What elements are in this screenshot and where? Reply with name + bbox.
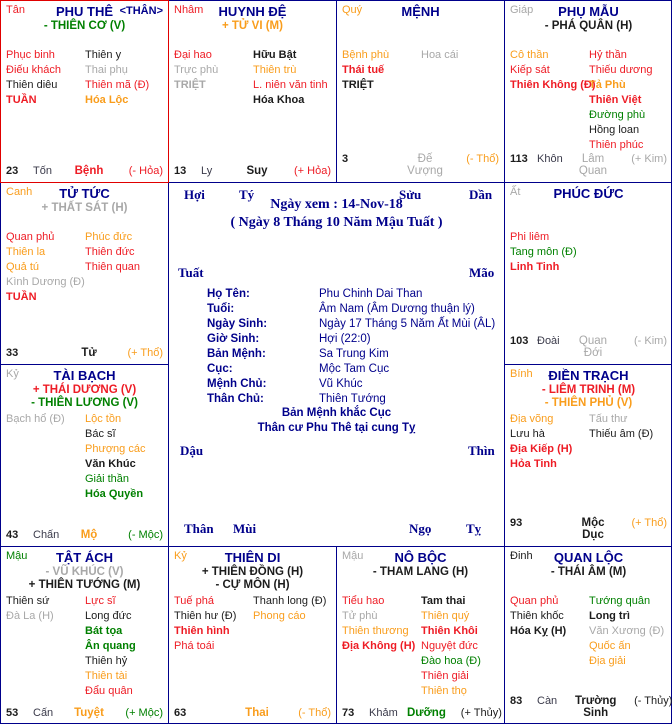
life-stage: Đế Vượng (407, 153, 443, 177)
life-stage: Suy (246, 165, 268, 177)
trigram-label: Càn (537, 695, 558, 707)
star: Phúc đức (85, 231, 133, 243)
star: Tam thai (421, 595, 466, 607)
info-value: Âm Nam (Âm Dương thuận lý) (319, 303, 475, 315)
star: Hồng loan (589, 124, 640, 136)
major-star: + THIÊN TƯỚNG (M) (28, 579, 141, 591)
star: Bác sĩ (85, 428, 116, 440)
palace-title: QUAN LỘC (553, 550, 624, 565)
star: Địa giải (589, 655, 626, 667)
life-stage: Quan Đới (578, 335, 608, 359)
star: Phi liêm (510, 231, 550, 243)
palace-quan-loc (504, 546, 672, 724)
star: Thiên Không (Đ) (510, 79, 596, 91)
info-label: Giờ Sinh: (207, 333, 260, 345)
info-label: Mệnh Chủ: (207, 378, 267, 390)
right-stars (85, 48, 164, 108)
major-star: + THẤT SÁT (H) (41, 202, 128, 214)
major-star: - THIÊN CƠ (V) (43, 20, 126, 32)
palace-tat-ach (0, 546, 168, 724)
right-stars (589, 230, 668, 275)
view-date: Ngày xem : 14-Nov-18 (270, 197, 403, 212)
major-star: - PHÁ QUÂN (H) (544, 20, 633, 32)
life-stage: Mộc Dục (581, 517, 605, 541)
element-label: (- Thổ) (298, 707, 331, 719)
life-stage: Thai (245, 707, 269, 719)
right-stars (589, 412, 668, 472)
palace-phuc-duc (504, 182, 672, 364)
star: Lộc tồn (85, 413, 122, 425)
star-columns (505, 228, 672, 275)
star: Thiên trù (253, 64, 297, 76)
branch-ti: Tỵ (466, 521, 482, 536)
palace-footer (510, 153, 667, 177)
age-number: 73 (342, 707, 355, 719)
major-star: + THÁI DƯƠNG (V) (32, 384, 137, 396)
star: Trực phù (174, 64, 219, 76)
palace-title: PHU THÊ (55, 4, 114, 19)
right-stars (85, 230, 164, 305)
palace-header (1, 365, 168, 410)
age-number: 103 (510, 335, 529, 347)
stem-label: Đinh (510, 550, 533, 562)
info-value: Thiên Tướng (319, 393, 386, 405)
star: Tiểu hao (342, 595, 385, 607)
note-line: Bản Mệnh khắc Cục (281, 407, 392, 419)
left-stars (6, 230, 85, 305)
star-columns (505, 592, 672, 669)
star: TUẦN (6, 94, 37, 106)
stem-label: Kỷ (6, 368, 19, 380)
star: Thiên quan (85, 261, 141, 273)
palace-footer (342, 707, 502, 719)
star: Thiên diêu (6, 79, 58, 91)
star: Thiếu âm (Đ) (589, 428, 654, 440)
info-label: Ngày Sinh: (207, 318, 268, 330)
star: Hỷ thần (589, 49, 627, 61)
age-number: 3 (342, 153, 349, 165)
left-stars (510, 230, 589, 275)
star: Giải thần (85, 473, 130, 485)
center-panel (168, 182, 504, 546)
age-number: 13 (174, 165, 187, 177)
star: Bệnh phù (342, 49, 390, 61)
star: Thanh long (Đ) (253, 595, 327, 607)
palace-title: THIÊN DI (224, 550, 281, 565)
star: TRIỆT (174, 79, 206, 91)
right-stars (589, 48, 668, 153)
info-row (207, 347, 495, 362)
info-row (207, 377, 495, 392)
palace-title: TẬT ÁCH (55, 550, 114, 565)
info-row (207, 332, 495, 347)
star: Hóa Lộc (85, 94, 129, 106)
palace-footer (6, 707, 163, 719)
major-star: + TỬ VI (M) (222, 20, 283, 32)
info-row (207, 317, 495, 332)
star: Đường phù (589, 109, 646, 121)
star: Quả tú (6, 261, 40, 273)
star: Long đức (85, 610, 132, 622)
star: Đào hoa (Đ) (421, 655, 481, 667)
age-number: 33 (6, 347, 19, 359)
star-columns (337, 46, 504, 93)
major-star: - THIÊN PHỦ (V) (544, 397, 633, 409)
star: Tuế phá (174, 595, 214, 607)
age-number: 63 (174, 707, 187, 719)
left-stars (174, 48, 253, 108)
palace-footer (510, 335, 667, 359)
star: Phục binh (6, 49, 55, 61)
palace-title: NÔ BỘC (394, 550, 447, 565)
star: Thiếu dương (589, 64, 653, 76)
stem-label: Ất (510, 186, 521, 198)
star: Hóa Quyền (85, 488, 144, 500)
palace-thien-di (168, 546, 336, 724)
star: Tang môn (Đ) (510, 246, 577, 258)
major-star: - THAM LANG (H) (372, 566, 469, 578)
stem-label: Nhâm (174, 4, 204, 16)
trigram-label: Chấn (33, 529, 60, 541)
star: Hóa Kỵ (H) (510, 625, 567, 637)
info-row (207, 287, 495, 302)
star: Thiên Việt (589, 94, 642, 106)
info-label: Cục: (207, 363, 233, 375)
palace-title: TỬ TỨC (59, 186, 110, 201)
major-star: - THIÊN LƯƠNG (V) (31, 397, 138, 409)
star: Cô thần (510, 49, 549, 61)
life-stage: Tử (81, 347, 97, 359)
palace-phu-the (0, 0, 168, 182)
star: Bạch hổ (Đ) (6, 413, 65, 425)
star: Tả Phù (589, 79, 626, 91)
palace-title: HUYNH ĐỆ (218, 4, 287, 19)
star-columns (1, 46, 168, 108)
right-stars (589, 594, 668, 669)
branch-mui: Mùi (233, 521, 257, 536)
stem-label: Bính (510, 368, 533, 380)
star: Phong cáo (253, 610, 306, 622)
stem-label: Kỷ (174, 550, 187, 562)
star: Thiên hỷ (85, 655, 128, 667)
star: Thiên tài (85, 670, 128, 682)
life-stage: Bệnh (74, 165, 104, 177)
star-columns (169, 46, 336, 108)
star-columns (1, 410, 168, 502)
right-stars (253, 48, 332, 108)
star: Linh Tinh (510, 261, 560, 273)
element-label: (+ Thủy) (460, 707, 502, 719)
age-number: 83 (510, 695, 523, 707)
star: Tướng quân (589, 595, 651, 607)
palace-title: MỆNH (401, 4, 440, 19)
star: Thiên hình (174, 625, 230, 637)
trigram-label: Cấn (33, 707, 54, 719)
star: Kình Dương (Đ) (6, 276, 85, 288)
branch-mao: Mão (469, 265, 495, 280)
palace-title: PHỤ MẪU (558, 4, 619, 19)
stem-label: Tân (6, 4, 25, 16)
branch-suu: Sửu (399, 187, 422, 202)
palace-footer (510, 695, 672, 719)
palace-dien-trach (504, 364, 672, 546)
left-stars (6, 412, 85, 502)
palace-tai-bach (0, 364, 168, 546)
palace-footer (6, 529, 163, 541)
major-star: + THIÊN ĐỒNG (H) (201, 566, 304, 578)
star: Địa Kiếp (H) (510, 443, 573, 455)
age-number: 113 (510, 153, 528, 165)
star: Hữu Bật (253, 49, 297, 61)
palace-header (505, 183, 672, 228)
star-columns (1, 592, 168, 699)
branch-tuat: Tuất (178, 265, 204, 280)
stem-label: Mậu (6, 550, 28, 562)
left-stars (510, 412, 589, 472)
age-number: 53 (6, 707, 19, 719)
life-stage: Mộ (80, 529, 98, 541)
star: Kiếp sát (510, 64, 550, 76)
view-date-lunar: ( Ngày 8 Tháng 10 Năm Mậu Tuất ) (230, 215, 443, 230)
star: Long trì (589, 610, 630, 622)
star: Thiên thương (342, 625, 409, 637)
star: Lưu hà (510, 428, 545, 440)
age-number: 93 (510, 517, 523, 529)
star: Thiên đức (85, 246, 135, 258)
right-stars (421, 48, 500, 93)
star: Thai phụ (85, 64, 128, 76)
star: Đại hao (174, 49, 212, 61)
star: Thiên sứ (6, 595, 50, 607)
center-notes (169, 406, 504, 436)
star: Phá toái (174, 640, 215, 652)
left-stars (342, 48, 421, 93)
info-row (207, 392, 495, 407)
star: Nguyệt đức (421, 640, 478, 652)
age-number: 43 (6, 529, 19, 541)
element-label: (+ Thổ) (127, 347, 163, 359)
star-columns (337, 592, 504, 699)
star: Đẩu quân (85, 685, 133, 697)
star: Hóa Khoa (253, 94, 305, 106)
star: Bát tọa (85, 625, 123, 637)
branch-ngo: Ngọ (409, 521, 432, 536)
star: Tấu thư (589, 413, 628, 425)
info-value: Sa Trung Kim (319, 348, 389, 360)
star-columns (505, 410, 672, 472)
palace-tu-tuc (0, 182, 168, 364)
star: Thiên la (6, 246, 46, 258)
info-value: Vũ Khúc (319, 378, 363, 390)
star: Thiên thọ (421, 685, 467, 697)
info-label: Bản Mệnh: (207, 348, 266, 360)
palace-huynh-de (168, 0, 336, 182)
palace-title: TÀI BẠCH (53, 368, 116, 383)
branch-dan: Dần (469, 187, 493, 202)
left-stars (6, 594, 85, 699)
star: Điếu khách (6, 64, 62, 76)
right-stars (253, 594, 332, 654)
star: Tử phù (342, 610, 378, 622)
palace-footer (174, 165, 331, 177)
info-label: Họ Tên: (207, 288, 250, 300)
element-label: (- Thủy) (634, 695, 672, 707)
star: Hoa cái (421, 49, 459, 61)
star: Thiên y (85, 49, 122, 61)
star: Thiên mã (Đ) (85, 79, 150, 91)
life-stage: Lâm Quan (578, 153, 608, 177)
left-stars (6, 48, 85, 108)
info-label: Tuổi: (207, 303, 235, 315)
major-star: - VŨ KHÚC (V) (45, 566, 124, 578)
palace-header (169, 547, 336, 592)
star: Hỏa Tinh (510, 458, 557, 470)
stem-label: Giáp (510, 4, 534, 16)
palace-footer (342, 153, 499, 177)
view-date-block (169, 183, 504, 232)
life-stage: Tuyệt (74, 707, 104, 719)
star: Địa Không (H) (342, 640, 416, 652)
palace-title: ĐIỀN TRẠCH (548, 368, 629, 383)
element-label: (+ Hỏa) (294, 165, 331, 177)
info-value: Hợi (22:0) (319, 333, 371, 345)
major-star: - LIÊM TRINH (M) (541, 384, 636, 396)
right-stars (421, 594, 500, 699)
star: Địa võng (510, 413, 554, 425)
right-stars (85, 594, 164, 699)
star: Văn Xương (Đ) (589, 625, 665, 637)
star: TUẦN (6, 291, 37, 303)
palace-title: PHÚC ĐỨC (553, 186, 624, 201)
element-label: (+ Kim) (631, 153, 667, 165)
stem-label: Mậu (342, 550, 364, 562)
info-label: Thân Chủ: (207, 393, 264, 405)
major-star: - CỰ MÔN (H) (215, 579, 290, 591)
element-label: (- Mộc) (128, 529, 163, 541)
star: Phượng các (85, 443, 146, 455)
star-columns (1, 228, 168, 305)
palace-footer (174, 707, 331, 719)
palace-footer (6, 347, 163, 359)
info-row (207, 302, 495, 317)
life-stage: Trường Sinh (575, 695, 617, 719)
palace-no-boc (336, 546, 504, 724)
info-value: Mộc Tam Cục (319, 363, 390, 375)
star: Quan phủ (6, 231, 55, 243)
element-label: (- Kim) (634, 335, 667, 347)
age-number: 23 (6, 165, 19, 177)
stem-label: Canh (6, 186, 33, 198)
star: TRIỆT (342, 79, 374, 91)
stem-label: Quý (342, 4, 363, 16)
life-stage: Dưỡng (407, 707, 446, 719)
major-star: - THÁI ÂM (M) (550, 566, 627, 578)
element-label: (- Hỏa) (128, 165, 163, 177)
star: Đà La (H) (6, 610, 54, 622)
info-value: Ngày 17 Tháng 5 Năm Ất Mùi (ÂL) (319, 318, 496, 330)
star: Quốc ấn (589, 640, 631, 652)
left-stars (342, 594, 421, 699)
element-label: (- Thổ) (466, 153, 499, 165)
branch-ty: Tý (239, 187, 255, 202)
than-marker: <THÂN> (119, 5, 163, 17)
left-stars (510, 594, 589, 669)
branch-than: Thân (184, 521, 214, 536)
branch-thin: Thìn (468, 443, 495, 458)
left-stars (174, 594, 253, 654)
palace-footer (6, 165, 163, 177)
star-columns (169, 592, 336, 654)
element-label: (+ Thổ) (631, 517, 667, 529)
branch-hoi: Hợi (184, 187, 205, 202)
palace-phu-mau (504, 0, 672, 182)
info-row (207, 362, 495, 377)
star: Thiên hư (Đ) (174, 610, 237, 622)
branch-dau: Dậu (180, 443, 204, 458)
trigram-label: Tốn (33, 165, 52, 177)
star: Thiên Khôi (421, 625, 478, 637)
star: Quan phủ (510, 595, 559, 607)
star: Lực sĩ (85, 595, 116, 607)
star: Thiên giải (421, 670, 469, 682)
star: Thiên quý (421, 610, 470, 622)
trigram-label: Khảm (369, 707, 398, 719)
left-stars (510, 48, 596, 153)
star: Ân quang (85, 640, 136, 652)
palace-footer (510, 517, 667, 541)
trigram-label: Ly (201, 165, 213, 177)
star: Thái tuế (342, 64, 385, 76)
star: Thiên phúc (589, 139, 644, 151)
right-stars (85, 412, 164, 502)
element-label: (+ Mộc) (125, 707, 163, 719)
info-value: Phu Chinh Dai Than (319, 288, 423, 300)
star-columns (505, 46, 672, 153)
trigram-label: Khôn (537, 153, 563, 165)
info-table (207, 287, 495, 407)
note-line: Thân cư Phu Thê tại cung Tỵ (257, 422, 416, 434)
trigram-label: Đoài (537, 335, 560, 347)
palace-menh (336, 0, 504, 182)
star: L. niên văn tinh (253, 79, 328, 91)
star: Thiên khốc (510, 610, 564, 622)
star: Văn Khúc (85, 458, 136, 470)
